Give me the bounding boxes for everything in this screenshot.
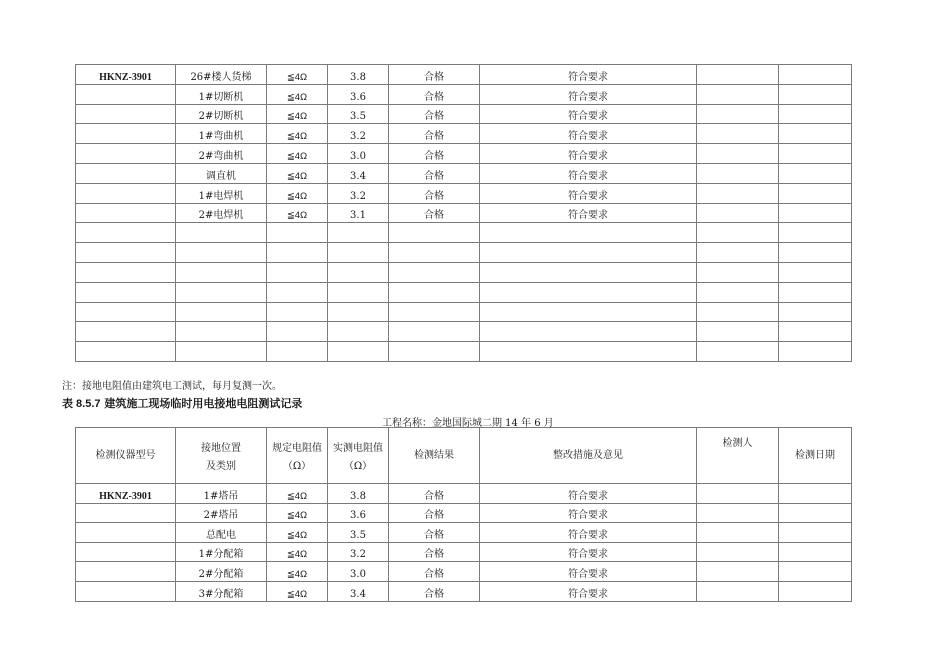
result-cell: 合格	[389, 523, 480, 543]
inspector-cell	[697, 484, 779, 504]
remarks-cell: 符合要求	[480, 581, 697, 601]
instrument-cell	[76, 203, 176, 223]
date-cell	[779, 203, 852, 223]
location-cell	[176, 223, 267, 243]
instrument-cell	[76, 523, 176, 543]
remarks-cell: 符合要求	[480, 503, 697, 523]
remarks-cell: 符合要求	[480, 542, 697, 562]
table-row	[76, 503, 852, 523]
date-cell	[779, 144, 852, 164]
date-cell	[779, 183, 852, 203]
instrument-cell	[76, 84, 176, 104]
instrument-cell	[76, 302, 176, 322]
table-row	[76, 322, 852, 342]
measured-resistance-cell: 3.4	[328, 163, 389, 183]
inspector-cell	[697, 302, 779, 322]
location-cell: 3#分配箱	[176, 581, 267, 601]
resistance-table-continued	[75, 64, 852, 362]
header-standard-line1: 规定电阻值	[272, 442, 322, 454]
measured-resistance-cell	[328, 282, 389, 302]
inspector-cell	[697, 203, 779, 223]
result-cell: 合格	[389, 104, 480, 124]
location-cell: 2#塔吊	[176, 503, 267, 523]
table-row	[76, 144, 852, 164]
header-instrument: 检测仪器型号	[76, 428, 176, 484]
standard-resistance-cell: ≦4Ω	[267, 65, 328, 85]
measured-resistance-cell	[328, 262, 389, 282]
measured-resistance-cell	[328, 243, 389, 263]
remarks-cell	[480, 302, 697, 322]
standard-resistance-cell: ≦4Ω	[267, 542, 328, 562]
standard-resistance-cell: ≦4Ω	[267, 104, 328, 124]
measured-resistance-cell: 3.1	[328, 203, 389, 223]
remarks-cell: 符合要求	[480, 84, 697, 104]
inspector-cell	[697, 562, 779, 582]
instrument-cell	[76, 163, 176, 183]
measured-resistance-cell: 3.5	[328, 104, 389, 124]
table-row	[76, 282, 852, 302]
result-cell: 合格	[389, 65, 480, 85]
remarks-cell: 符合要求	[480, 163, 697, 183]
instrument-cell	[76, 322, 176, 342]
date-cell	[779, 562, 852, 582]
table-row	[76, 262, 852, 282]
result-cell: 合格	[389, 163, 480, 183]
measured-resistance-cell: 3.2	[328, 183, 389, 203]
remarks-cell: 符合要求	[480, 183, 697, 203]
measured-resistance-cell	[328, 302, 389, 322]
standard-resistance-cell: ≦4Ω	[267, 163, 328, 183]
instrument-cell	[76, 581, 176, 601]
header-standard-line2: （Ω）	[282, 460, 312, 472]
standard-resistance-cell: ≦4Ω	[267, 581, 328, 601]
table-row	[76, 581, 852, 601]
inspector-cell	[697, 542, 779, 562]
standard-resistance-cell: ≦4Ω	[267, 484, 328, 504]
table-row	[76, 124, 852, 144]
measured-resistance-cell	[328, 322, 389, 342]
table-row	[76, 342, 852, 362]
date-cell	[779, 104, 852, 124]
instrument-cell	[76, 183, 176, 203]
header-measured-line1: 实测电阻值	[333, 442, 383, 454]
footnote: 注：接地电阻值由建筑电工测试，每月复测一次。	[62, 381, 282, 392]
table-row	[76, 523, 852, 543]
header-measured	[328, 428, 389, 484]
standard-resistance-cell	[267, 322, 328, 342]
date-cell	[779, 542, 852, 562]
date-cell	[779, 243, 852, 263]
measured-resistance-cell	[328, 342, 389, 362]
location-cell: 1#切断机	[176, 84, 267, 104]
inspector-cell	[697, 243, 779, 263]
table-row	[76, 163, 852, 183]
remarks-cell: 符合要求	[480, 203, 697, 223]
remarks-cell: 符合要求	[480, 104, 697, 124]
header-location	[176, 428, 267, 484]
table-row	[76, 484, 852, 504]
location-cell	[176, 282, 267, 302]
inspector-cell	[697, 163, 779, 183]
result-cell: 合格	[389, 542, 480, 562]
resistance-test-table	[75, 427, 852, 602]
inspector-cell	[697, 144, 779, 164]
instrument-cell	[76, 542, 176, 562]
standard-resistance-cell: ≦4Ω	[267, 203, 328, 223]
header-row	[76, 428, 852, 484]
instrument-cell	[76, 342, 176, 362]
result-cell: 合格	[389, 124, 480, 144]
table-row	[76, 203, 852, 223]
standard-resistance-cell: ≦4Ω	[267, 124, 328, 144]
result-cell: 合格	[389, 484, 480, 504]
standard-resistance-cell: ≦4Ω	[267, 183, 328, 203]
date-cell	[779, 282, 852, 302]
header-inspector: 检测人	[697, 428, 779, 484]
result-cell: 合格	[389, 503, 480, 523]
location-cell: 调直机	[176, 163, 267, 183]
result-cell	[389, 322, 480, 342]
inspector-cell	[697, 104, 779, 124]
result-cell	[389, 262, 480, 282]
date-cell	[779, 223, 852, 243]
location-cell: 2#分配箱	[176, 562, 267, 582]
project-info: 工程名称：金地国际城二期 14 年 6 月	[382, 418, 554, 429]
standard-resistance-cell	[267, 282, 328, 302]
inspector-cell	[697, 581, 779, 601]
instrument-cell	[76, 243, 176, 263]
date-cell	[779, 322, 852, 342]
date-cell	[779, 484, 852, 504]
standard-resistance-cell	[267, 302, 328, 322]
header-date: 检测日期	[779, 428, 852, 484]
table-row	[76, 302, 852, 322]
location-cell	[176, 262, 267, 282]
header-location-line2: 及类别	[206, 460, 236, 472]
result-cell	[389, 223, 480, 243]
instrument-cell: HKNZ-3901	[76, 484, 176, 504]
instrument-cell	[76, 262, 176, 282]
result-cell: 合格	[389, 183, 480, 203]
table-row	[76, 542, 852, 562]
location-cell: 1#分配箱	[176, 542, 267, 562]
measured-resistance-cell: 3.0	[328, 562, 389, 582]
date-cell	[779, 84, 852, 104]
standard-resistance-cell	[267, 342, 328, 362]
remarks-cell	[480, 342, 697, 362]
location-cell: 26#楼人货梯	[176, 65, 267, 85]
remarks-cell	[480, 223, 697, 243]
remarks-cell	[480, 282, 697, 302]
instrument-cell: HKNZ-3901	[76, 65, 176, 85]
remarks-cell: 符合要求	[480, 144, 697, 164]
location-cell: 2#电焊机	[176, 203, 267, 223]
date-cell	[779, 302, 852, 322]
instrument-cell	[76, 223, 176, 243]
remarks-cell: 符合要求	[480, 65, 697, 85]
instrument-cell	[76, 104, 176, 124]
header-standard	[267, 428, 328, 484]
result-cell	[389, 243, 480, 263]
instrument-cell	[76, 282, 176, 302]
measured-resistance-cell: 3.5	[328, 523, 389, 543]
table-number: 表 8.5.7	[62, 398, 101, 410]
inspector-cell	[697, 124, 779, 144]
inspector-cell	[697, 65, 779, 85]
date-cell	[779, 163, 852, 183]
result-cell: 合格	[389, 581, 480, 601]
measured-resistance-cell: 3.0	[328, 144, 389, 164]
location-cell: 1#塔吊	[176, 484, 267, 504]
table-title	[62, 395, 302, 411]
standard-resistance-cell: ≦4Ω	[267, 503, 328, 523]
date-cell	[779, 262, 852, 282]
standard-resistance-cell: ≦4Ω	[267, 144, 328, 164]
location-cell: 总配电	[176, 523, 267, 543]
date-cell	[779, 581, 852, 601]
standard-resistance-cell: ≦4Ω	[267, 84, 328, 104]
remarks-cell: 符合要求	[480, 562, 697, 582]
location-cell	[176, 322, 267, 342]
inspector-cell	[697, 282, 779, 302]
measured-resistance-cell: 3.6	[328, 503, 389, 523]
measured-resistance-cell: 3.2	[328, 124, 389, 144]
table-row	[76, 562, 852, 582]
remarks-cell: 符合要求	[480, 484, 697, 504]
inspector-cell	[697, 342, 779, 362]
inspector-cell	[697, 183, 779, 203]
inspector-cell	[697, 523, 779, 543]
table-row	[76, 84, 852, 104]
table-row	[76, 243, 852, 263]
measured-resistance-cell	[328, 223, 389, 243]
measured-resistance-cell: 3.8	[328, 65, 389, 85]
remarks-cell	[480, 322, 697, 342]
table-row	[76, 104, 852, 124]
header-measured-line2: （Ω）	[343, 460, 373, 472]
result-cell: 合格	[389, 562, 480, 582]
table-title-text: 建筑施工现场临时用电接地电阻测试记录	[104, 397, 303, 410]
remarks-cell: 符合要求	[480, 523, 697, 543]
date-cell	[779, 503, 852, 523]
header-result: 检测结果	[389, 428, 480, 484]
result-cell: 合格	[389, 84, 480, 104]
standard-resistance-cell: ≦4Ω	[267, 562, 328, 582]
date-cell	[779, 342, 852, 362]
inspector-cell	[697, 84, 779, 104]
measured-resistance-cell: 3.8	[328, 484, 389, 504]
location-cell: 2#弯曲机	[176, 144, 267, 164]
remarks-cell: 符合要求	[480, 124, 697, 144]
inspector-cell	[697, 223, 779, 243]
measured-resistance-cell: 3.6	[328, 84, 389, 104]
measured-resistance-cell: 3.4	[328, 581, 389, 601]
header-location-line1: 接地位置	[201, 442, 241, 454]
location-cell: 1#电焊机	[176, 183, 267, 203]
result-cell	[389, 282, 480, 302]
table-row	[76, 65, 852, 85]
inspector-cell	[697, 262, 779, 282]
result-cell	[389, 302, 480, 322]
location-cell: 1#弯曲机	[176, 124, 267, 144]
result-cell: 合格	[389, 144, 480, 164]
standard-resistance-cell	[267, 243, 328, 263]
header-remarks: 整改措施及意见	[480, 428, 697, 484]
remarks-cell	[480, 262, 697, 282]
remarks-cell	[480, 243, 697, 263]
table-row	[76, 183, 852, 203]
location-cell	[176, 342, 267, 362]
location-cell	[176, 243, 267, 263]
instrument-cell	[76, 144, 176, 164]
location-cell: 2#切断机	[176, 104, 267, 124]
inspector-cell	[697, 503, 779, 523]
measured-resistance-cell: 3.2	[328, 542, 389, 562]
location-cell	[176, 302, 267, 322]
instrument-cell	[76, 503, 176, 523]
standard-resistance-cell: ≦4Ω	[267, 523, 328, 543]
inspector-cell	[697, 322, 779, 342]
result-cell: 合格	[389, 203, 480, 223]
date-cell	[779, 65, 852, 85]
standard-resistance-cell	[267, 262, 328, 282]
standard-resistance-cell	[267, 223, 328, 243]
date-cell	[779, 124, 852, 144]
date-cell	[779, 523, 852, 543]
instrument-cell	[76, 124, 176, 144]
table-row	[76, 223, 852, 243]
instrument-cell	[76, 562, 176, 582]
result-cell	[389, 342, 480, 362]
